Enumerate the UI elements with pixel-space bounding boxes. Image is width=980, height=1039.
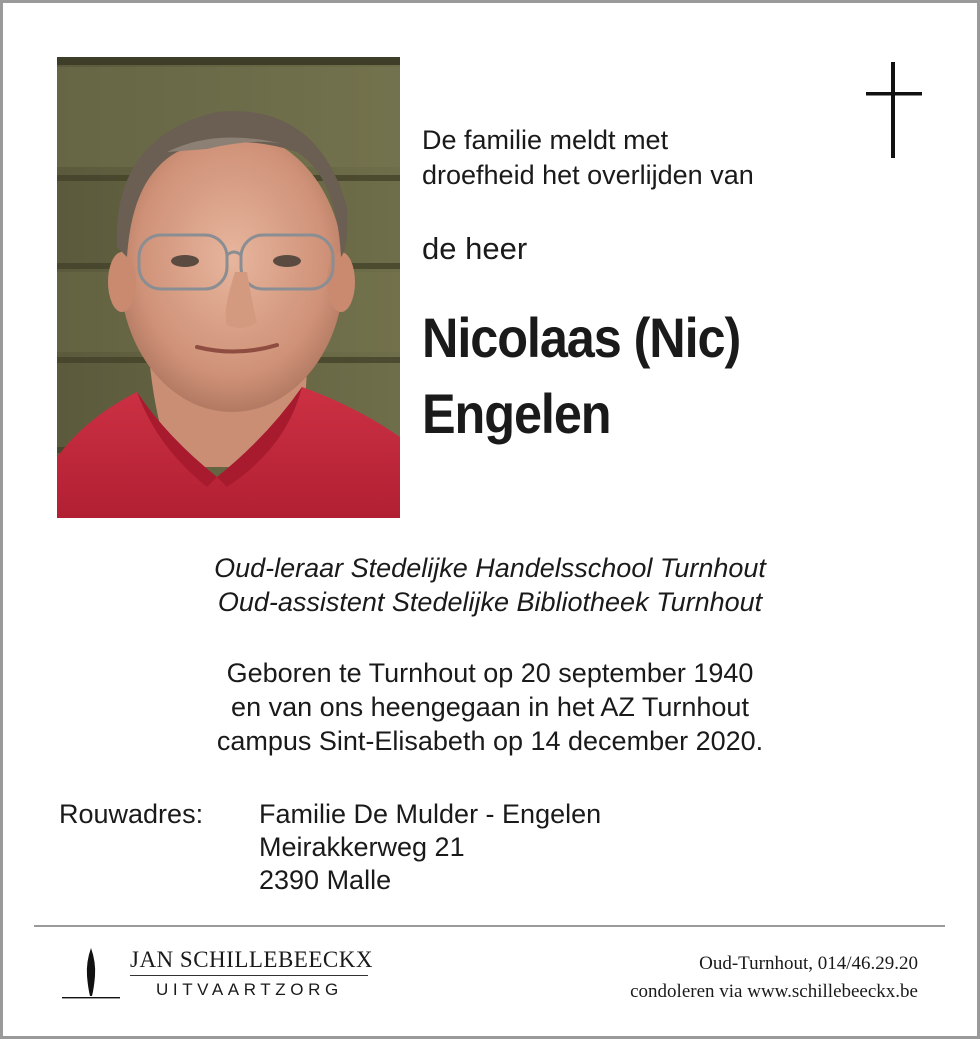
contact-website[interactable]: condoleren via www.schillebeeckx.be	[630, 981, 918, 1002]
brand-name: JAN SCHILLEBEECKX	[130, 947, 373, 972]
name-line-2: Engelen	[422, 382, 611, 445]
name-line-1: Nicolaas (Nic)	[422, 306, 741, 369]
deceased-name	[422, 300, 740, 452]
date-line: en van ons heengegaan in het AZ Turnhout	[231, 692, 749, 722]
portrait-photo	[57, 57, 400, 518]
intro-line-2: droefheid het overlijden van	[422, 160, 754, 190]
dates-block	[0, 656, 980, 758]
role-line: Oud-leraar Stedelijke Handelsschool Turnhout	[214, 553, 766, 583]
role-line: Oud-assistent Stedelijke Bibliotheek Turnhout	[217, 587, 763, 617]
cypress-tree-logo-icon	[62, 948, 120, 1000]
brand-rule	[130, 975, 368, 976]
honorific: de heer	[422, 231, 528, 266]
address-line: Meirakkerweg 21	[259, 832, 465, 862]
intro-line-1: De familie meldt met	[422, 125, 669, 155]
address-line: 2390 Malle	[259, 865, 392, 895]
date-line: campus Sint-Elisabeth op 14 december 2020.	[216, 726, 764, 756]
contact-phone: Oud-Turnhout, 014/46.29.20	[699, 953, 918, 974]
roles-block	[0, 551, 980, 619]
address-lines	[259, 798, 601, 897]
contact-block	[630, 950, 918, 1006]
date-line: Geboren te Turnhout op 20 september 1940	[226, 658, 754, 688]
footer-divider	[34, 925, 945, 927]
brand-subtitle: UITVAARTZORG	[156, 980, 343, 999]
intro-text	[422, 123, 754, 193]
address-line: Familie De Mulder - Engelen	[259, 799, 602, 829]
cross-icon	[866, 62, 922, 158]
address-label: Rouwadres:	[59, 799, 204, 829]
